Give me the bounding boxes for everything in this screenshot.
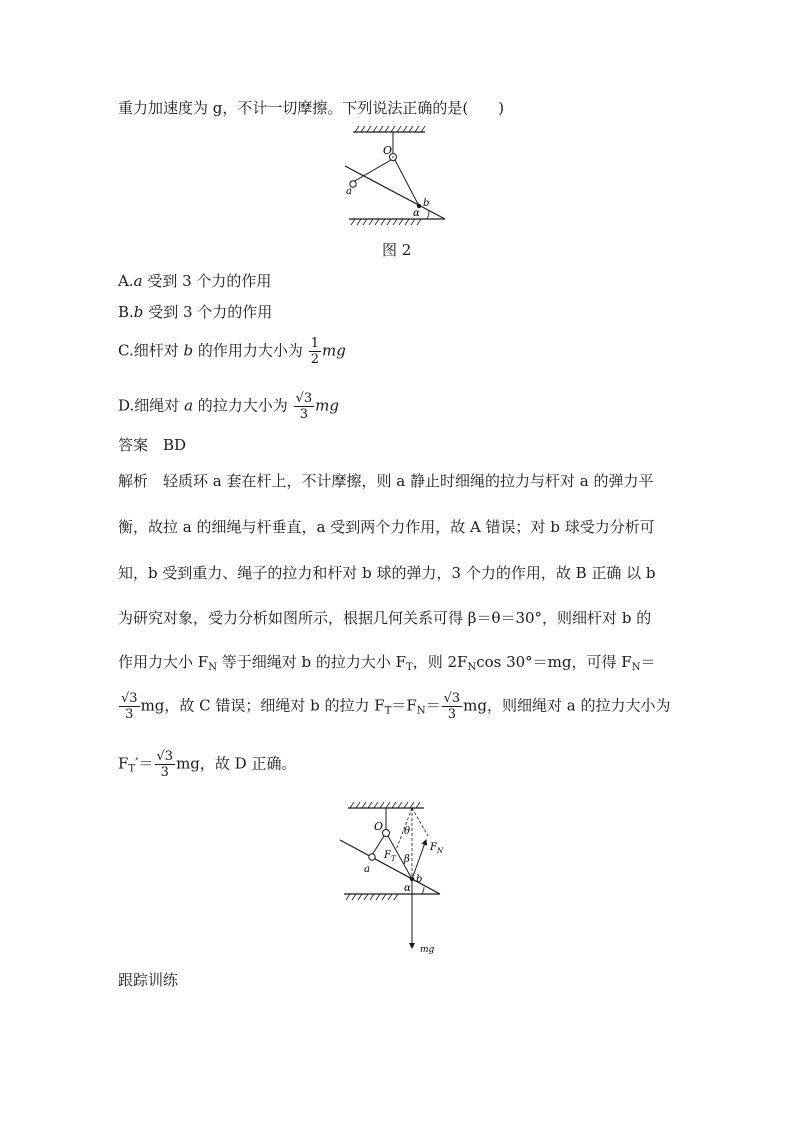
analysis-line-7: $F_T'=$ $\frac{√3}{3}$ mg，故 D 正确。	[118, 749, 297, 780]
fig2-label-a: a	[364, 864, 370, 875]
label-a: a	[346, 186, 352, 197]
fig2-label-alpha: α	[404, 883, 411, 894]
label-alpha: α	[413, 208, 420, 219]
answer-value: BD	[163, 436, 187, 454]
fig2-label-mg: mg	[420, 945, 435, 955]
analysis-line-4: 为研究对象，受力分析如图所示，根据几何关系可得 β＝θ＝30°，则细杆对 b 的	[118, 609, 652, 627]
figure-caption: 图 2	[382, 241, 412, 259]
fig2-label-O: O	[374, 820, 384, 833]
analysis-line-5: 作用力大小 $F_N$ 等于细绳对 b 的拉力大小 $F_T$，则 $2F_N\cos$ 30°＝mg，可得 $F_N=$	[118, 653, 656, 673]
fig2-label-theta: θ	[404, 826, 411, 837]
fig2-label-FT: $F_T$	[384, 850, 396, 863]
option-b: B.b 受到 3 个力的作用	[118, 303, 273, 321]
label-b: b	[423, 198, 430, 209]
analysis-line-1: 解析 轻质环 a 套在杆上，不计摩擦，则 a 静止时细绳的拉力与杆对 a 的弹力平	[118, 472, 654, 490]
question-stem: 重力加速度为 g，不计一切摩擦。下列说法正确的是( )	[118, 99, 505, 117]
analysis-line-3: 知，b 受到重力、绳子的拉力和杆对 b 球的弹力，3 个力的作用，故 B 正确 以 b	[118, 564, 656, 582]
fig2-label-FN: $F_N$	[430, 842, 444, 855]
force-analysis-diagram	[340, 800, 450, 960]
option-c: C.细杆对 b 的作用力大小为 $\frac{1}{2}$ mg	[118, 336, 346, 367]
label-O: O	[383, 144, 393, 157]
fig2-label-b: b	[416, 874, 423, 885]
answer-line: 答案 BD	[118, 436, 187, 454]
analysis-line-6: $\frac{√3}{3}$ mg，故 C 错误；细绳对 b 的拉力 $F_T=F_N=$ $\frac{√3}{3}$ mg，则细绳对 a 的拉力大小为	[121, 691, 671, 722]
follow-up-heading: 跟踪训练	[118, 971, 179, 989]
analysis-line-2: 衡，故拉 a 的细绳与杆垂直，a 受到两个力作用，故 A 错误；对 b 球受力分析可	[118, 518, 655, 536]
fig2-label-beta: β	[404, 854, 410, 865]
option-d: D.细绳对 a 的拉力大小为 $\frac{√3}{3}$ mg	[118, 391, 339, 422]
figure-2-diagram	[345, 124, 455, 228]
option-a: A.a 受到 3 个力的作用	[118, 272, 272, 290]
